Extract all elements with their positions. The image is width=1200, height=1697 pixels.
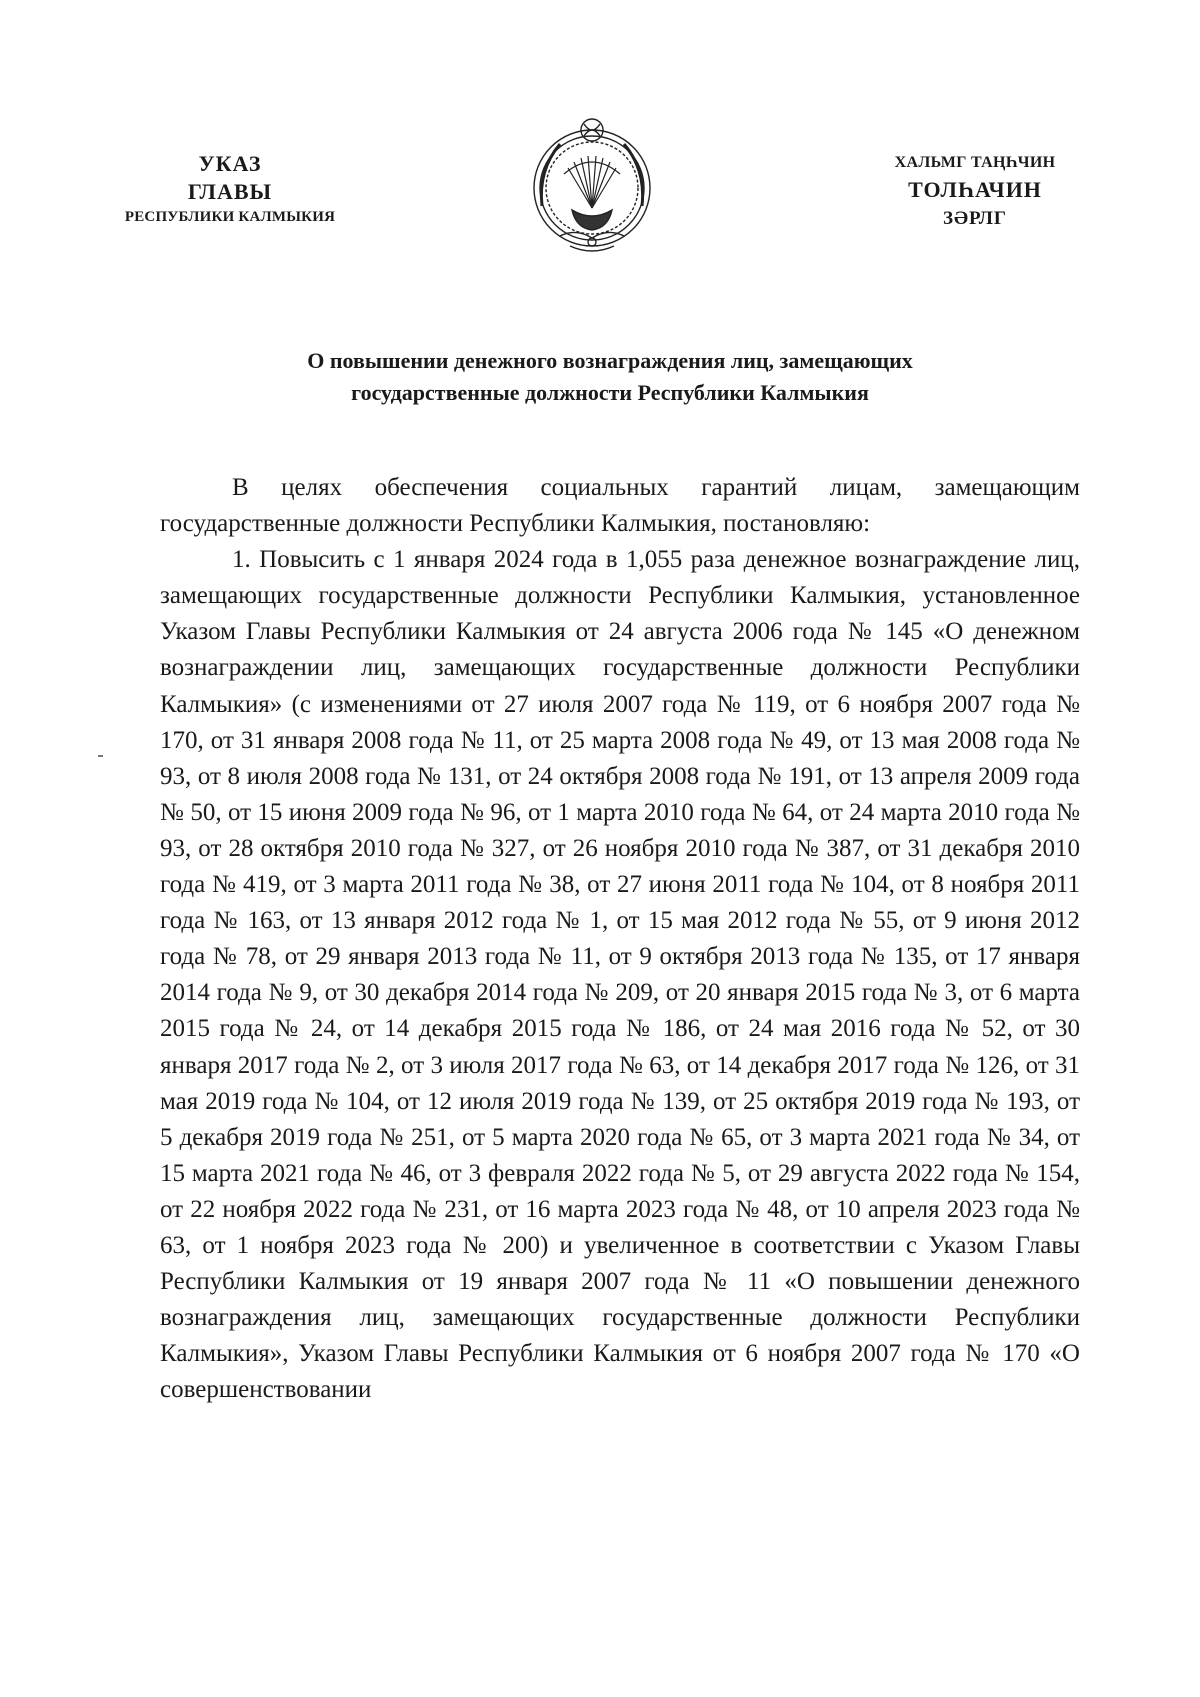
header-left-line3: РЕСПУБЛИКИ КАЛМЫКИЯ (124, 209, 336, 225)
scan-artifact (98, 755, 103, 757)
title-line1: О повышении денежного вознаграждения лиц, замещающих (307, 348, 913, 373)
body-paragraph-item-1: 1. Повысить с 1 января 2024 года в 1,055 раза денежное вознаграждение лиц, замещающих государственные должности Республики Калмыкия, установленное Указом Главы Республики Калмыкия от 24 августа 2006 года № 145 «О денежном вознаграждении лиц, замещающих государственные должности Республики Калмыкия» (с изменениями от 27 июля 2007 года № 119, от 6 ноября 2007 года № 170, от 31 января 2008 года № 11, от 25 марта 2008 года № 49, от 13 мая 2008 года № 93, от 8 июля 2008 года № 131, от 24 октября 2008 года № 191, от 13 апреля 2009 года № 50, от 15 июня 2009 года № 96, от 1 марта 2010 года № 64, от 24 марта 2010 года № 93, от 28 октября 2010 года № 327, от 26 ноября 2010 года № 387, от 31 декабря 2010 года № 419, от 3 марта 2011 года № 38, от 27 июня 2011 года № 104, от 8 ноября 2011 года № 163, от 13 января 2012 года № 1, от 15 мая 2012 года № 55, от 9 июня 2012 года № 78, от 29 января 2013 года № 11, от 9 октября 2013 года № 135, от 17 января 2014 года № 9, от 30 декабря 2014 года № 209, от 20 января 2015 года № 3, от 6 марта 2015 года № 24, от 14 декабря 2015 года № 186, от 24 мая 2016 года № 52, от 30 января 2017 года № 2, от 3 июля 2017 года № 63, от 14 декабря 2017 года № 126, от 31 мая 2019 года № 104, от 12 июля 2019 года № 139, от 25 октября 2019 года № 193, от 5 декабря 2019 года № 251, от 5 марта 2020 года № 65, от 3 марта 2021 года № 34, от 15 марта 2021 года № 46, от 3 февраля 2022 года № 5, от 29 августа 2022 года № 154, от 22 ноября 2022 года № 231, от 16 марта 2023 года № 48, от 10 апреля 2023 года № 63, от 1 ноября 2023 года № 200) и увеличенное в соответствии с Указом Главы Республики Калмыкия от 19 января 2007 года № 11 «О повышении денежного вознаграждения лиц, замещающих государственные должности Республики Калмыкия», Указом Главы Республики Калмыкия от 6 ноября 2007 года № 170 «О совершенствовании (160, 546, 1080, 1404)
header-right-block (830, 150, 1120, 234)
title-line2: государственные должности Республики Калмыкия (351, 380, 869, 405)
header-right-line1: ХАЛЬМГ ТАҢҺЧИН (894, 154, 1056, 171)
document-title (140, 345, 1080, 409)
header-left-line2: ГЛАВЫ (187, 179, 273, 204)
document-body (160, 470, 1080, 1408)
header-left-block (95, 150, 365, 228)
header-right-line2: ТОЛҺАЧИН (908, 177, 1042, 202)
body-paragraph-preamble: В целях обеспечения социальных гарантий лицам, замещающим государственные должности Республики Калмыкия, постановляю: (160, 474, 1080, 538)
coat-of-arms-icon (520, 110, 665, 260)
header-left-line1: УКАЗ (198, 151, 262, 176)
header-right-line3: ЗӘРЛГ (942, 208, 1008, 229)
